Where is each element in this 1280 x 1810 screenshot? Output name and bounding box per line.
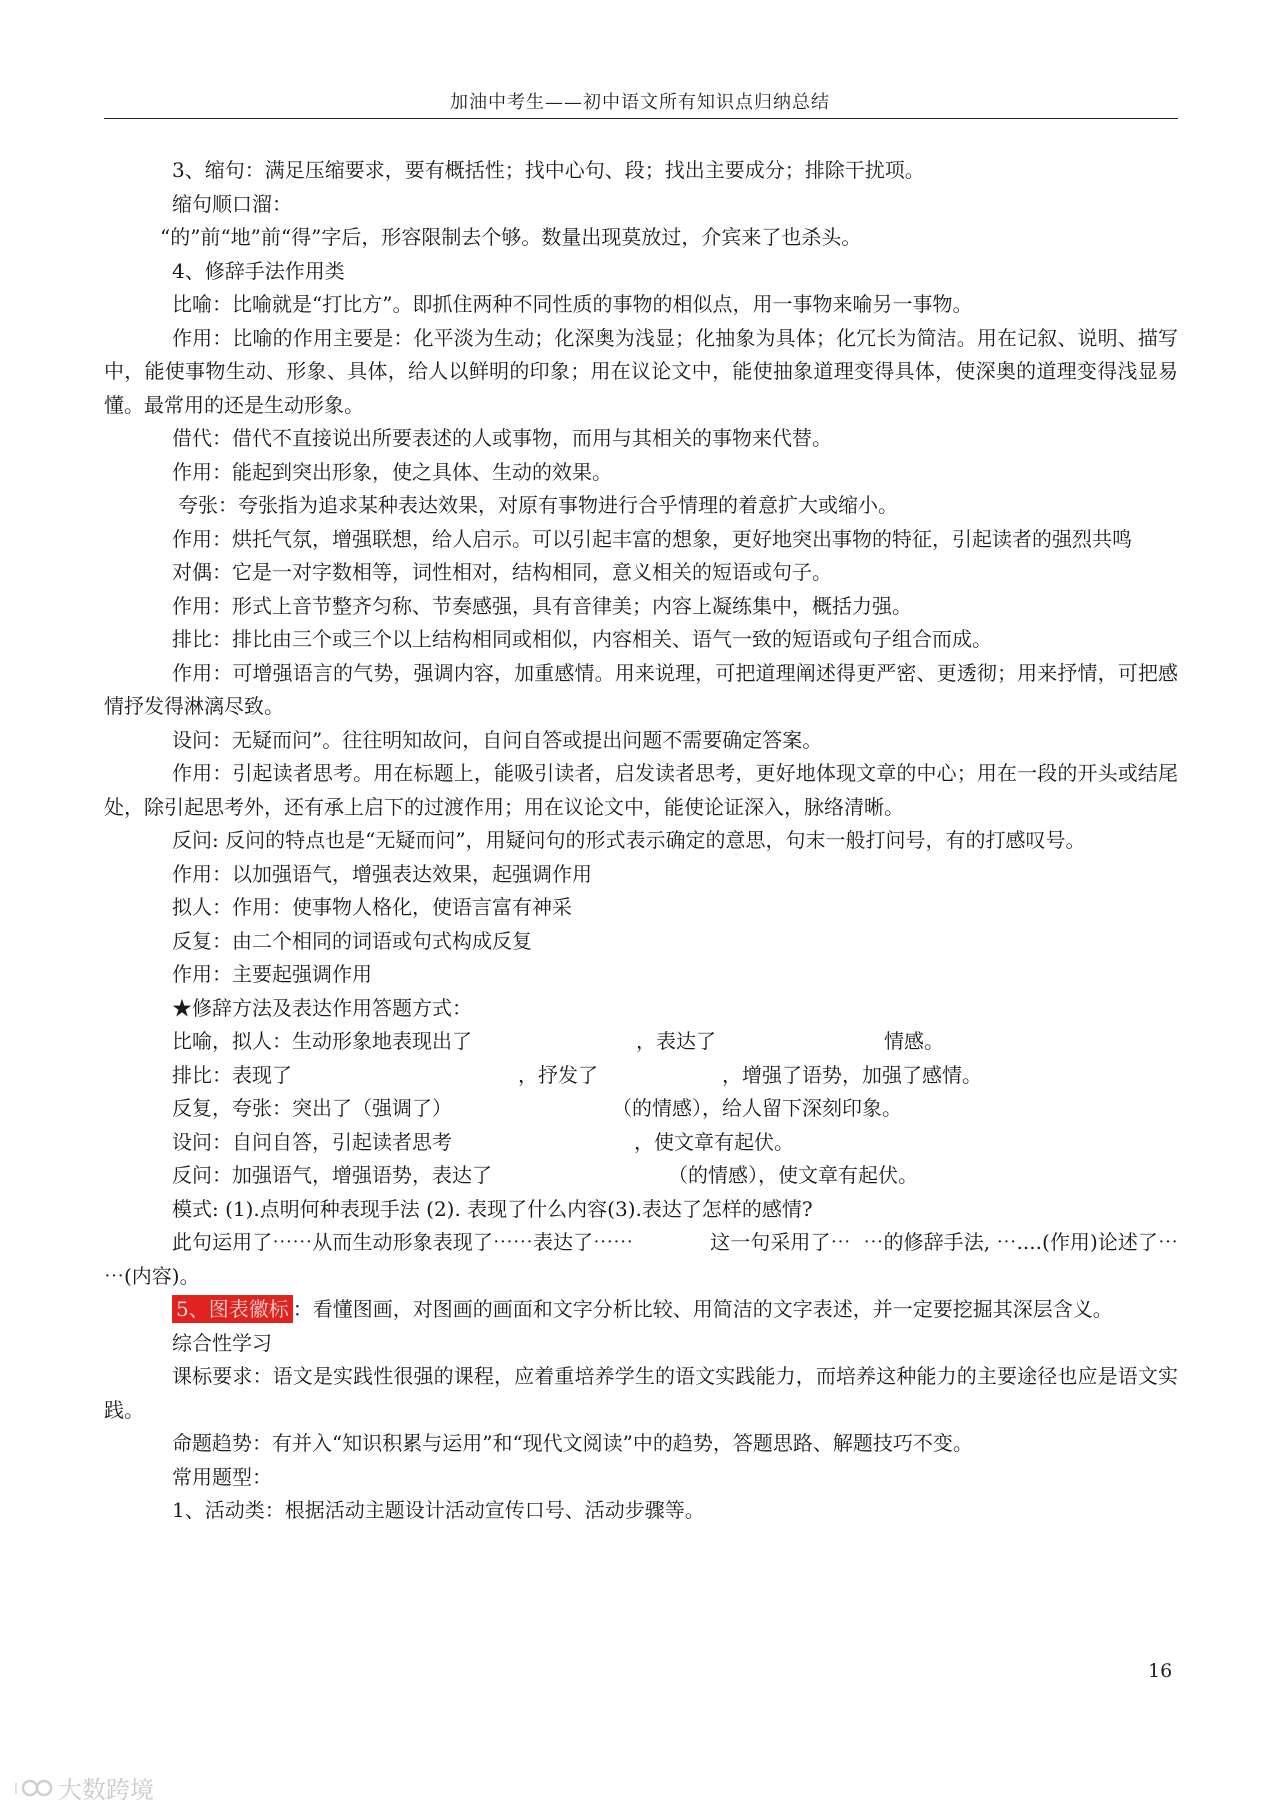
template-part: （的情感），给人留下深刻印象。	[612, 1096, 902, 1120]
paragraph-text: 作用：引起读者思考。用在标题上，能吸引读者，启发读者思考，更好地体现文章的中心；用在一段的开头或结尾处，除引起思考外，还有承上启下的过渡作用；用在议论文中，能使论证深入，脉络清晰。	[104, 761, 1178, 819]
text-line: 反复：由二个相同的词语或句式构成反复	[172, 928, 532, 953]
watermark	[14, 1770, 154, 1805]
template-part: 排比：表现了	[172, 1062, 292, 1087]
paragraph-text: 此句运用了⋯⋯从而生动形象表现了⋯⋯表达了⋯⋯ 这一句采用了⋯ ⋯的修辞手法, ⋯....(作用)论述了⋯ ⋯(内容)。	[104, 1230, 1191, 1288]
text-line: 作用：以加强语气，增强表达效果，起强调作用	[172, 861, 592, 886]
template-part: ，增强了语势，加强了感情。	[722, 1062, 982, 1087]
template-part: 比喻，拟人：生动形象地表现出了	[172, 1029, 472, 1053]
paragraph-text: 作用：烘托气氛，增强联想，给人启示。可以引起丰富的想象，更好地突出事物的特征，引起读者的强烈共鸣	[172, 526, 1132, 551]
page-content	[104, 154, 1191, 1528]
text-line: 1、活动类：根据活动主题设计活动宣传口号、活动步骤等。	[172, 1498, 705, 1522]
template-part: ，表达了	[636, 1029, 716, 1053]
template-part: 设问：自问自答，引起读者思考	[172, 1129, 452, 1154]
text-line: 作用：能起到突出形象，使之具体、生动的效果。	[172, 459, 612, 484]
section-heading: 综合性学习	[172, 1330, 272, 1355]
header-divider	[104, 118, 1178, 119]
text-line: 夸张：夸张指为追求某种表达效果，对原有事物进行合乎情理的着意扩大或缩小。	[178, 493, 898, 517]
text-line: 模式: (1).点明何种表现手法 (2). 表现了什么内容(3).表达了怎样的感情?	[172, 1196, 813, 1221]
text-paragraph	[104, 757, 1178, 824]
page-header-title: 加油中考生——初中语文所有知识点归纳总结	[450, 92, 830, 113]
template-part: 反复，夸张：突出了（强调了）	[172, 1096, 452, 1120]
text-paragraph	[104, 657, 1178, 724]
text-line: 借代：借代不直接说出所要表述的人或事物，而用与其相关的事物来代替。	[172, 426, 832, 450]
template-part: （的情感），使文章有起伏。	[668, 1163, 918, 1187]
page-number: 16	[1148, 1660, 1173, 1682]
paragraph-text: 作用：可增强语言的气势，强调内容，加重感情。用来说理，可把道理阐述得更严密、更透彻；用来抒情，可把感情抒发得淋漓尽致。	[104, 660, 1178, 718]
paragraph-text: 反问: 反问的特点也是“无疑而问”，用疑问句的形式表示确定的意思，句末一般打问号，有的打感叹号。	[172, 828, 1086, 852]
text-line: 对偶：它是一对字数相等，词性相对，结构相同，意义相关的短语或句子。	[172, 560, 832, 584]
answer-template	[104, 1059, 1178, 1093]
text-paragraph	[104, 523, 1178, 557]
text-line: 排比：排比由三个或三个以上结构相同或相似，内容相关、语气一致的短语或句子组合而成。	[172, 627, 992, 651]
paragraph-text: 课标要求：语文是实践性很强的课程，应着重培养学生的语文实践能力，而培养这种能力的主要途径也应是语文实践。	[104, 1364, 1178, 1422]
template-part: 反问：加强语气，增强语势，表达了	[172, 1163, 492, 1187]
text-line: “的”前“地”前“得”字后，形容限制去个够。数量出现莫放过，介宾来了也杀头。	[160, 225, 862, 249]
brand-logo-icon	[14, 1776, 54, 1800]
text-line: 设问：无疑而问”。往往明知故问，自问自答或提出问题不需要确定答案。	[172, 727, 823, 752]
template-part: 情感。	[884, 1029, 944, 1053]
text-line: 常用题型：	[172, 1464, 272, 1489]
paragraph-text: 作用：比喻的作用主要是：化平淡为生动；化深奥为浅显；化抽象为具体；化冗长为简洁。用在记叙、说明、描写中，能使事物生动、形象、具体，给人以鲜明的印象；用在议论文中，能使抽象道理变得具体，使深奥的道理变得浅显易懂。最常用的还是生动形象。	[104, 325, 1178, 417]
answer-template	[104, 1092, 1178, 1126]
text-paragraph	[104, 824, 1178, 858]
text-line: 命题趋势：有并入“知识积累与运用”和“现代文阅读”中的趋势，答题思路、解题技巧不变。	[172, 1431, 973, 1455]
text-line: 作用：主要起强调作用	[172, 962, 372, 986]
watermark-text: 大数跨境	[58, 1776, 154, 1804]
text-line: 拟人：作用：使事物人格化，使语言富有神采	[172, 895, 572, 919]
highlighted-label: 5、图表徽标	[172, 1295, 293, 1323]
paragraph-text: ：看懂图画，对图画的画面和文字分析比较、用简洁的文字表述，并一定要挖掘其深层含义。	[292, 1297, 1113, 1321]
text-line: 3、缩句：满足压缩要求，要有概括性；找中心句、段；找出主要成分；排除干扰项。	[172, 158, 925, 182]
answer-template	[104, 1025, 1178, 1059]
text-paragraph	[104, 322, 1178, 423]
section-heading: 4、修辞手法作用类	[172, 258, 345, 283]
answer-template	[104, 1126, 1178, 1160]
text-paragraph	[104, 1226, 1191, 1293]
chart-item-paragraph	[104, 1293, 1178, 1327]
template-part: ，抒发了	[518, 1062, 598, 1087]
svg-text:l: l	[14, 1781, 18, 1798]
text-line: 比喻：比喻就是“打比方”。即抓住两种不同性质的事物的相似点，用一事物来喻另一事物。	[172, 292, 973, 316]
text-paragraph	[104, 1360, 1178, 1427]
text-line: ★修辞方法及表达作用答题方式：	[172, 995, 472, 1020]
text-line: 作用：形式上音节整齐匀称、节奏感强，具有音律美；内容上凝练集中，概括力强。	[172, 593, 912, 618]
template-part: ，使文章有起伏。	[634, 1129, 794, 1154]
text-line: 缩句顺口溜：	[172, 191, 292, 216]
answer-template	[104, 1159, 1178, 1193]
